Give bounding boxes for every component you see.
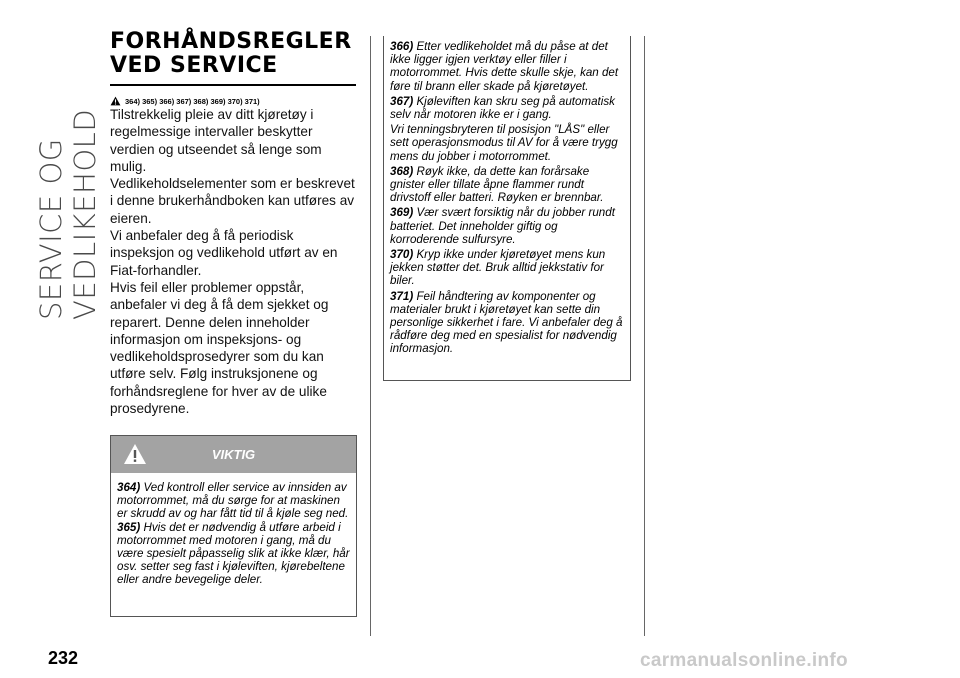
warning-item [390,95,624,121]
section-heading [110,30,360,78]
warning-item [117,521,350,587]
warning-item [390,123,624,163]
warning-item [390,40,624,93]
column-divider-left [370,36,371,636]
heading-line-2: VED SERVICE [110,53,278,78]
footer-watermark: carmanualsonline.info [640,650,848,671]
warning-item-number: 368) [390,164,414,178]
paragraph-3: Vi anbefaler deg å få periodisk inspeksjon og vedlikehold utført av en Fiat-forhandler. [110,228,338,278]
warning-box [110,435,357,617]
warning-triangle-icon [110,96,121,106]
paragraph-1: Tilstrekkelig pleie av ditt kjøretøy i regelmessige intervaller beskytter verdien og utseendet så lenge som mulig. [110,107,322,174]
warning-item-text: Hvis det er nødvendig å utføre arbeid i motorrommet med motoren i gang, må du være spesielt påpasselig slik at ikke klær, hår osv. setter seg fast i kjøleviften, kjørebeltene eller andre bevegelige deler. [117,520,350,587]
warning-item-text: Vær svært forsiktig når du jobber rundt batteriet. Det inneholder giftig og korroderende sulfursyre. [390,206,615,246]
warning-item-number: 367) [390,94,414,108]
warning-item-text: Kryp ikke under kjøretøyet mens kun jekken støtter det. Bruk alltid jekkstativ for biler. [390,248,606,288]
warning-item-number: 370) [390,248,414,262]
warning-item-number: 369) [390,206,414,220]
warning-box-continued [383,36,631,381]
warning-item-number: 364) [117,481,141,494]
warning-item-number: 366) [390,40,414,53]
warning-item-text: Røyk ikke, da dette kan forårsake gnister eller tillate åpne flammer rundt drivstoff eller batteri. Røyken er brennbar. [390,164,604,205]
warning-triangle-icon [123,442,147,466]
warning-item [390,165,624,205]
warning-box-text [111,473,356,587]
paragraph-2: Vedlikeholdselementer som er beskrevet i denne brukerhåndboken kan utføres av eieren. [110,176,355,226]
section-side-title [34,20,102,320]
heading-line-1: FORHÅNDSREGLER [110,29,352,54]
warning-references [110,96,360,106]
section-side-title-text: SERVICE OG VEDLIKEHOLD [34,108,102,320]
warning-box-header [111,436,356,473]
warning-item-number: 371) [390,289,414,303]
page-number: 232 [48,648,79,668]
warning-reference-list: 364) 365) 366) 367) 368) 369) 370) 371) [125,96,260,106]
warning-item-number: 365) [117,520,141,534]
main-column [110,30,360,417]
paragraph-4: Hvis feil eller problemer oppstår, anbefaler vi deg å få dem sjekket og reparert. Denne delen inneholder informasjon om inspeksjons- og vedlikeholdsprosedyrer som du kan utføre selv. Følg instruksjonene og forhåndsreglene for hver av de ulike prosedyrene. [110,279,329,417]
warning-box-continued-text [384,36,630,356]
heading-rule [110,84,356,86]
warning-box-title: VIKTIG [211,447,256,462]
warning-item-text: Ved kontroll eller service av innsiden av motorrommet, må du sørge for at maskinen er skrudd av og har fått tid til å kjøle seg ned. [117,481,349,521]
warning-item-text: Feil håndtering av komponenter og materialer brukt i kjøretøyet kan sette din personlige sikkerhet i fare. Vi anbefaler deg å rådføre deg med en spesialist for nødvendig informasjon. [390,289,623,356]
warning-item [390,248,624,288]
warning-item [390,206,624,246]
warning-item [117,481,350,521]
column-divider-right [644,36,645,636]
warning-item-text: Kjøleviften kan skru seg på automatisk selv når motoren ikke er i gang. [390,94,615,122]
warning-item-text: Vri tenningsbryteren til posisjon "LÅS" eller sett operasjonsmodus til AV for å være trygg mens du jobber i motorrommet. [390,123,618,163]
warning-item [390,290,624,356]
warning-item-text: Etter vedlikeholdet må du påse at det ikke ligger igjen verktøy eller filler i motorrommet. Hvis dette skulle skje, kan det føre til brann eller skade på kjøretøyet. [390,40,619,93]
